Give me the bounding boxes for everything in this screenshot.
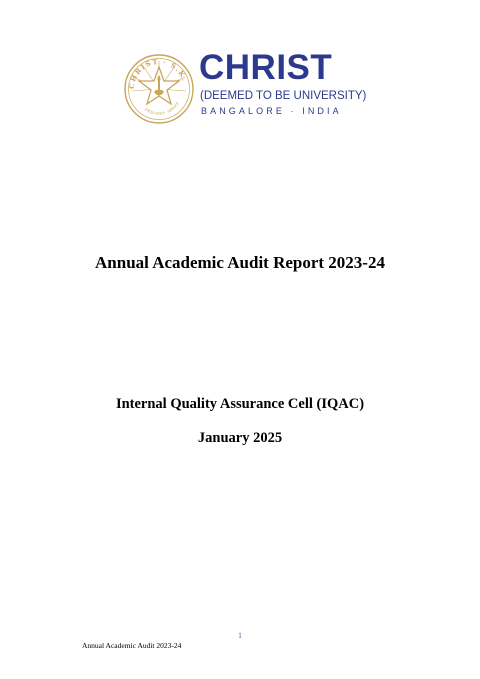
logo-subtitle: (DEEMED TO BE UNIVERSITY) [200,90,367,102]
svg-text:EXCELLENCE · SERVICE: EXCELLENCE · SERVICE [144,101,180,116]
christ-university-seal-icon [123,47,195,127]
footer-text: Annual Academic Audit 2023-24 [82,641,182,650]
page-number: 1 [238,631,242,640]
university-logo [123,47,367,131]
logo-location: BANGALORE · INDIA [201,106,342,116]
document-subtitle: Internal Quality Assurance Cell (IQAC) [115,396,365,412]
logo-wordmark: CHRIST [199,48,333,87]
svg-text:CHRIST · S.K.: CHRIST · S.K. [127,57,189,90]
document-title: Annual Academic Audit Report 2023-24 [95,253,385,272]
document-date: January 2025 [197,430,283,446]
